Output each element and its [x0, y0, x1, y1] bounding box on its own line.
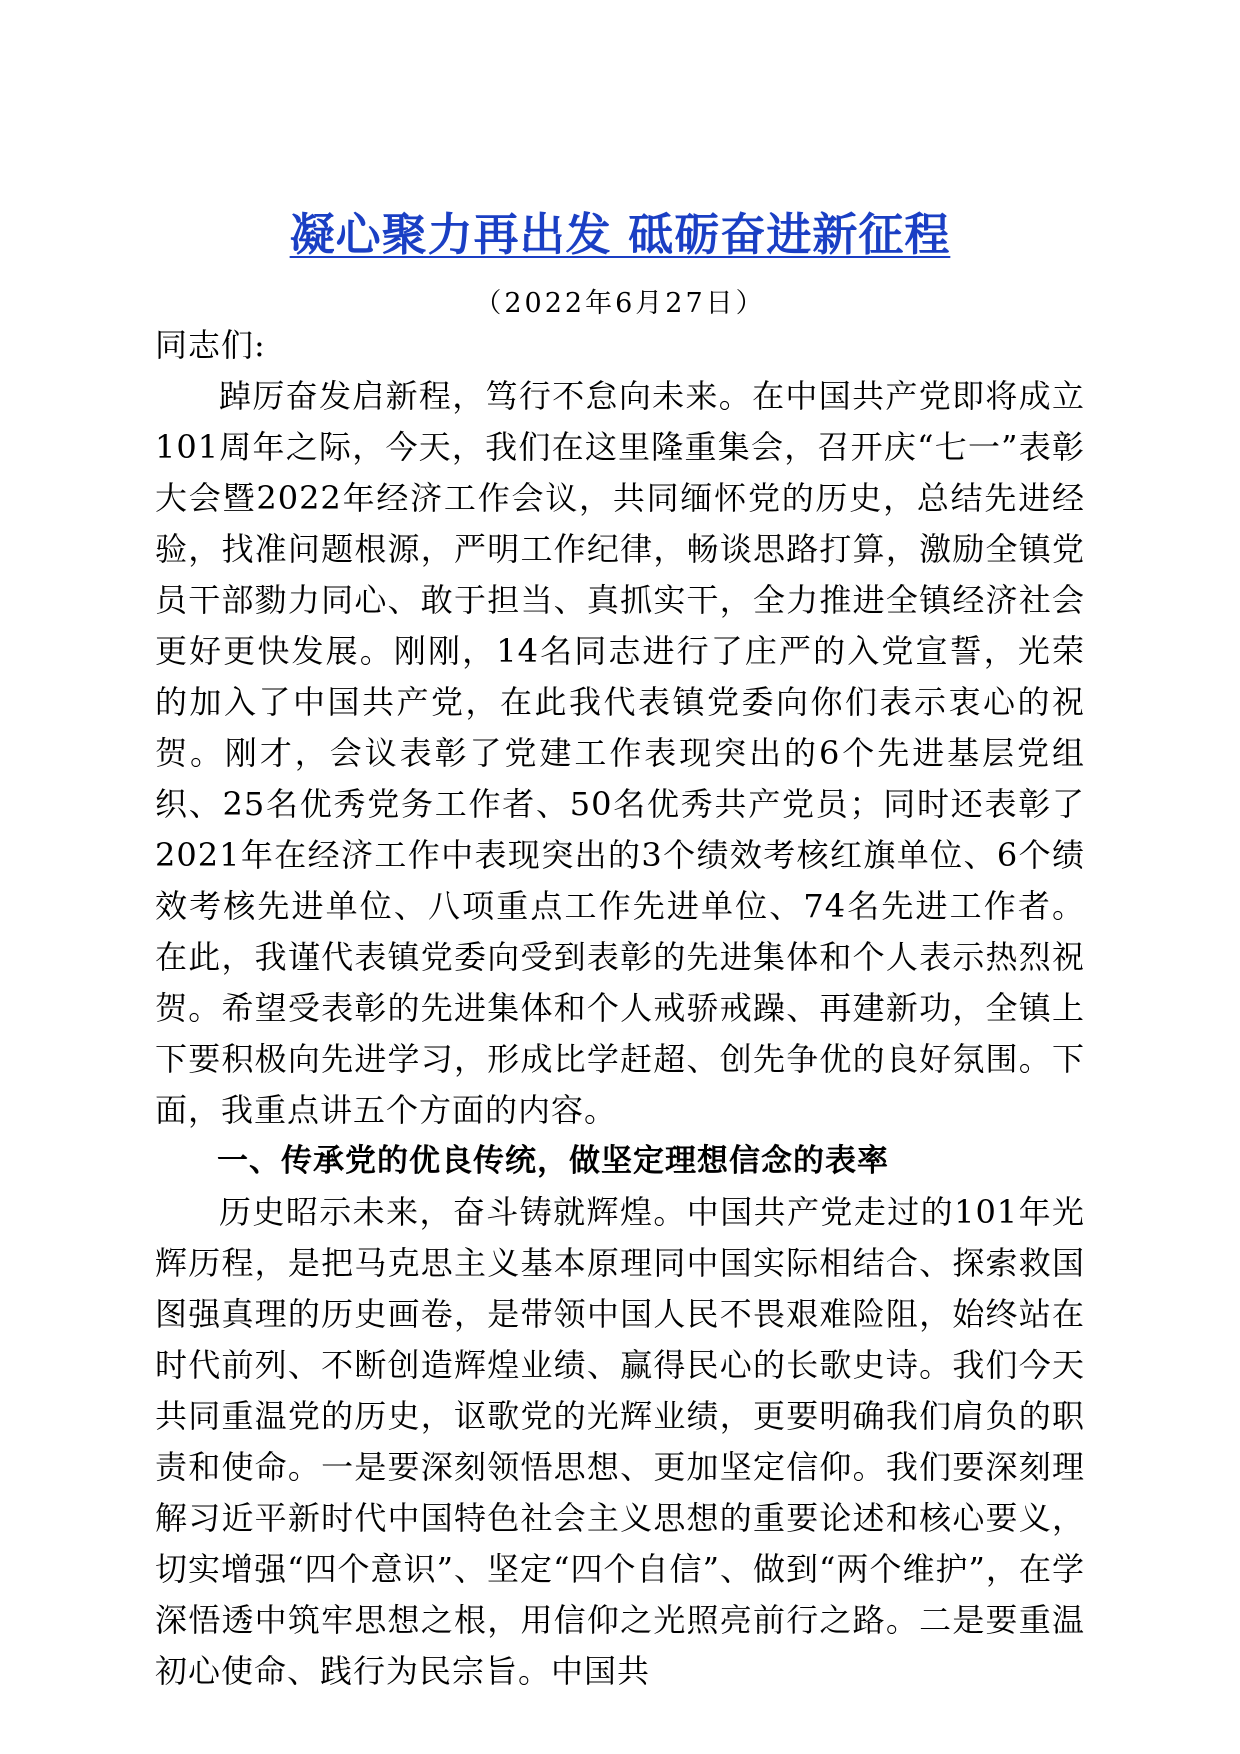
paragraph-opening: 踔厉奋发启新程，笃行不怠向未来。在中国共产党即将成立101周年之际，今天，我们在这里隆重集会，召开庆“七一”表彰大会暨2022年经济工作会议，共同缅怀党的历史，总结先进经验，找准问题根源，严明工作纪律，畅谈思路打算，激励全镇党员干部勠力同心、敢于担当、真抓实干，全力推进全镇经济社会更好更快发展。刚刚，14名同志进行了庄严的入党宣誓，光荣的加入了中国共产党，在此我代表镇党委向你们表示衷心的祝贺。刚才，会议表彰了党建工作表现突出的6个先进基层党组织、25名优秀党务工作者、50名优秀共产党员；同时还表彰了2021年在经济工作中表现突出的3个绩效考核红旗单位、6个绩效考核先进单位、八项重点工作先进单位、74名先进工作者。在此，我谨代表镇党委向受到表彰的先进集体和个人表示热烈祝贺。希望受表彰的先进集体和个人戒骄戒躁、再建新功，全镇上下要积极向先进学习，形成比学赶超、创先争优的良好氛围。下面，我重点讲五个方面的内容。	[155, 377, 1085, 1129]
paragraph-section-1: 历史昭示未来，奋斗铸就辉煌。中国共产党走过的101年光辉历程，是把马克思主义基本原理同中国实际相结合、探索救国图强真理的历史画卷，是带领中国人民不畏艰难险阻，始终站在时代前列、不断创造辉煌业绩、赢得民心的长歌史诗。我们今天共同重温党的历史，讴歌党的光辉业绩，更要明确我们肩负的职责和使命。一是要深刻领悟思想、更加坚定信仰。我们要深刻理解习近平新时代中国特色社会主义思想的重要论述和核心要义，切实增强“四个意识”、坚定“四个自信”、做到“两个维护”，在学深悟透中筑牢思想之根，用信仰之光照亮前行之路。二是要重温初心使命、践行为民宗旨。中国共	[155, 1193, 1085, 1690]
document-date: （2022年6月27日）	[474, 288, 766, 319]
document-title-text: 凝心聚力再出发 砥砺奋进新征程	[289, 208, 951, 261]
document-body	[155, 320, 1085, 1697]
salutation: 同志们:	[155, 326, 266, 364]
document-title	[0, 205, 1240, 265]
section-heading-1: 一、传承党的优良传统，做坚定理想信念的表率	[217, 1143, 889, 1179]
